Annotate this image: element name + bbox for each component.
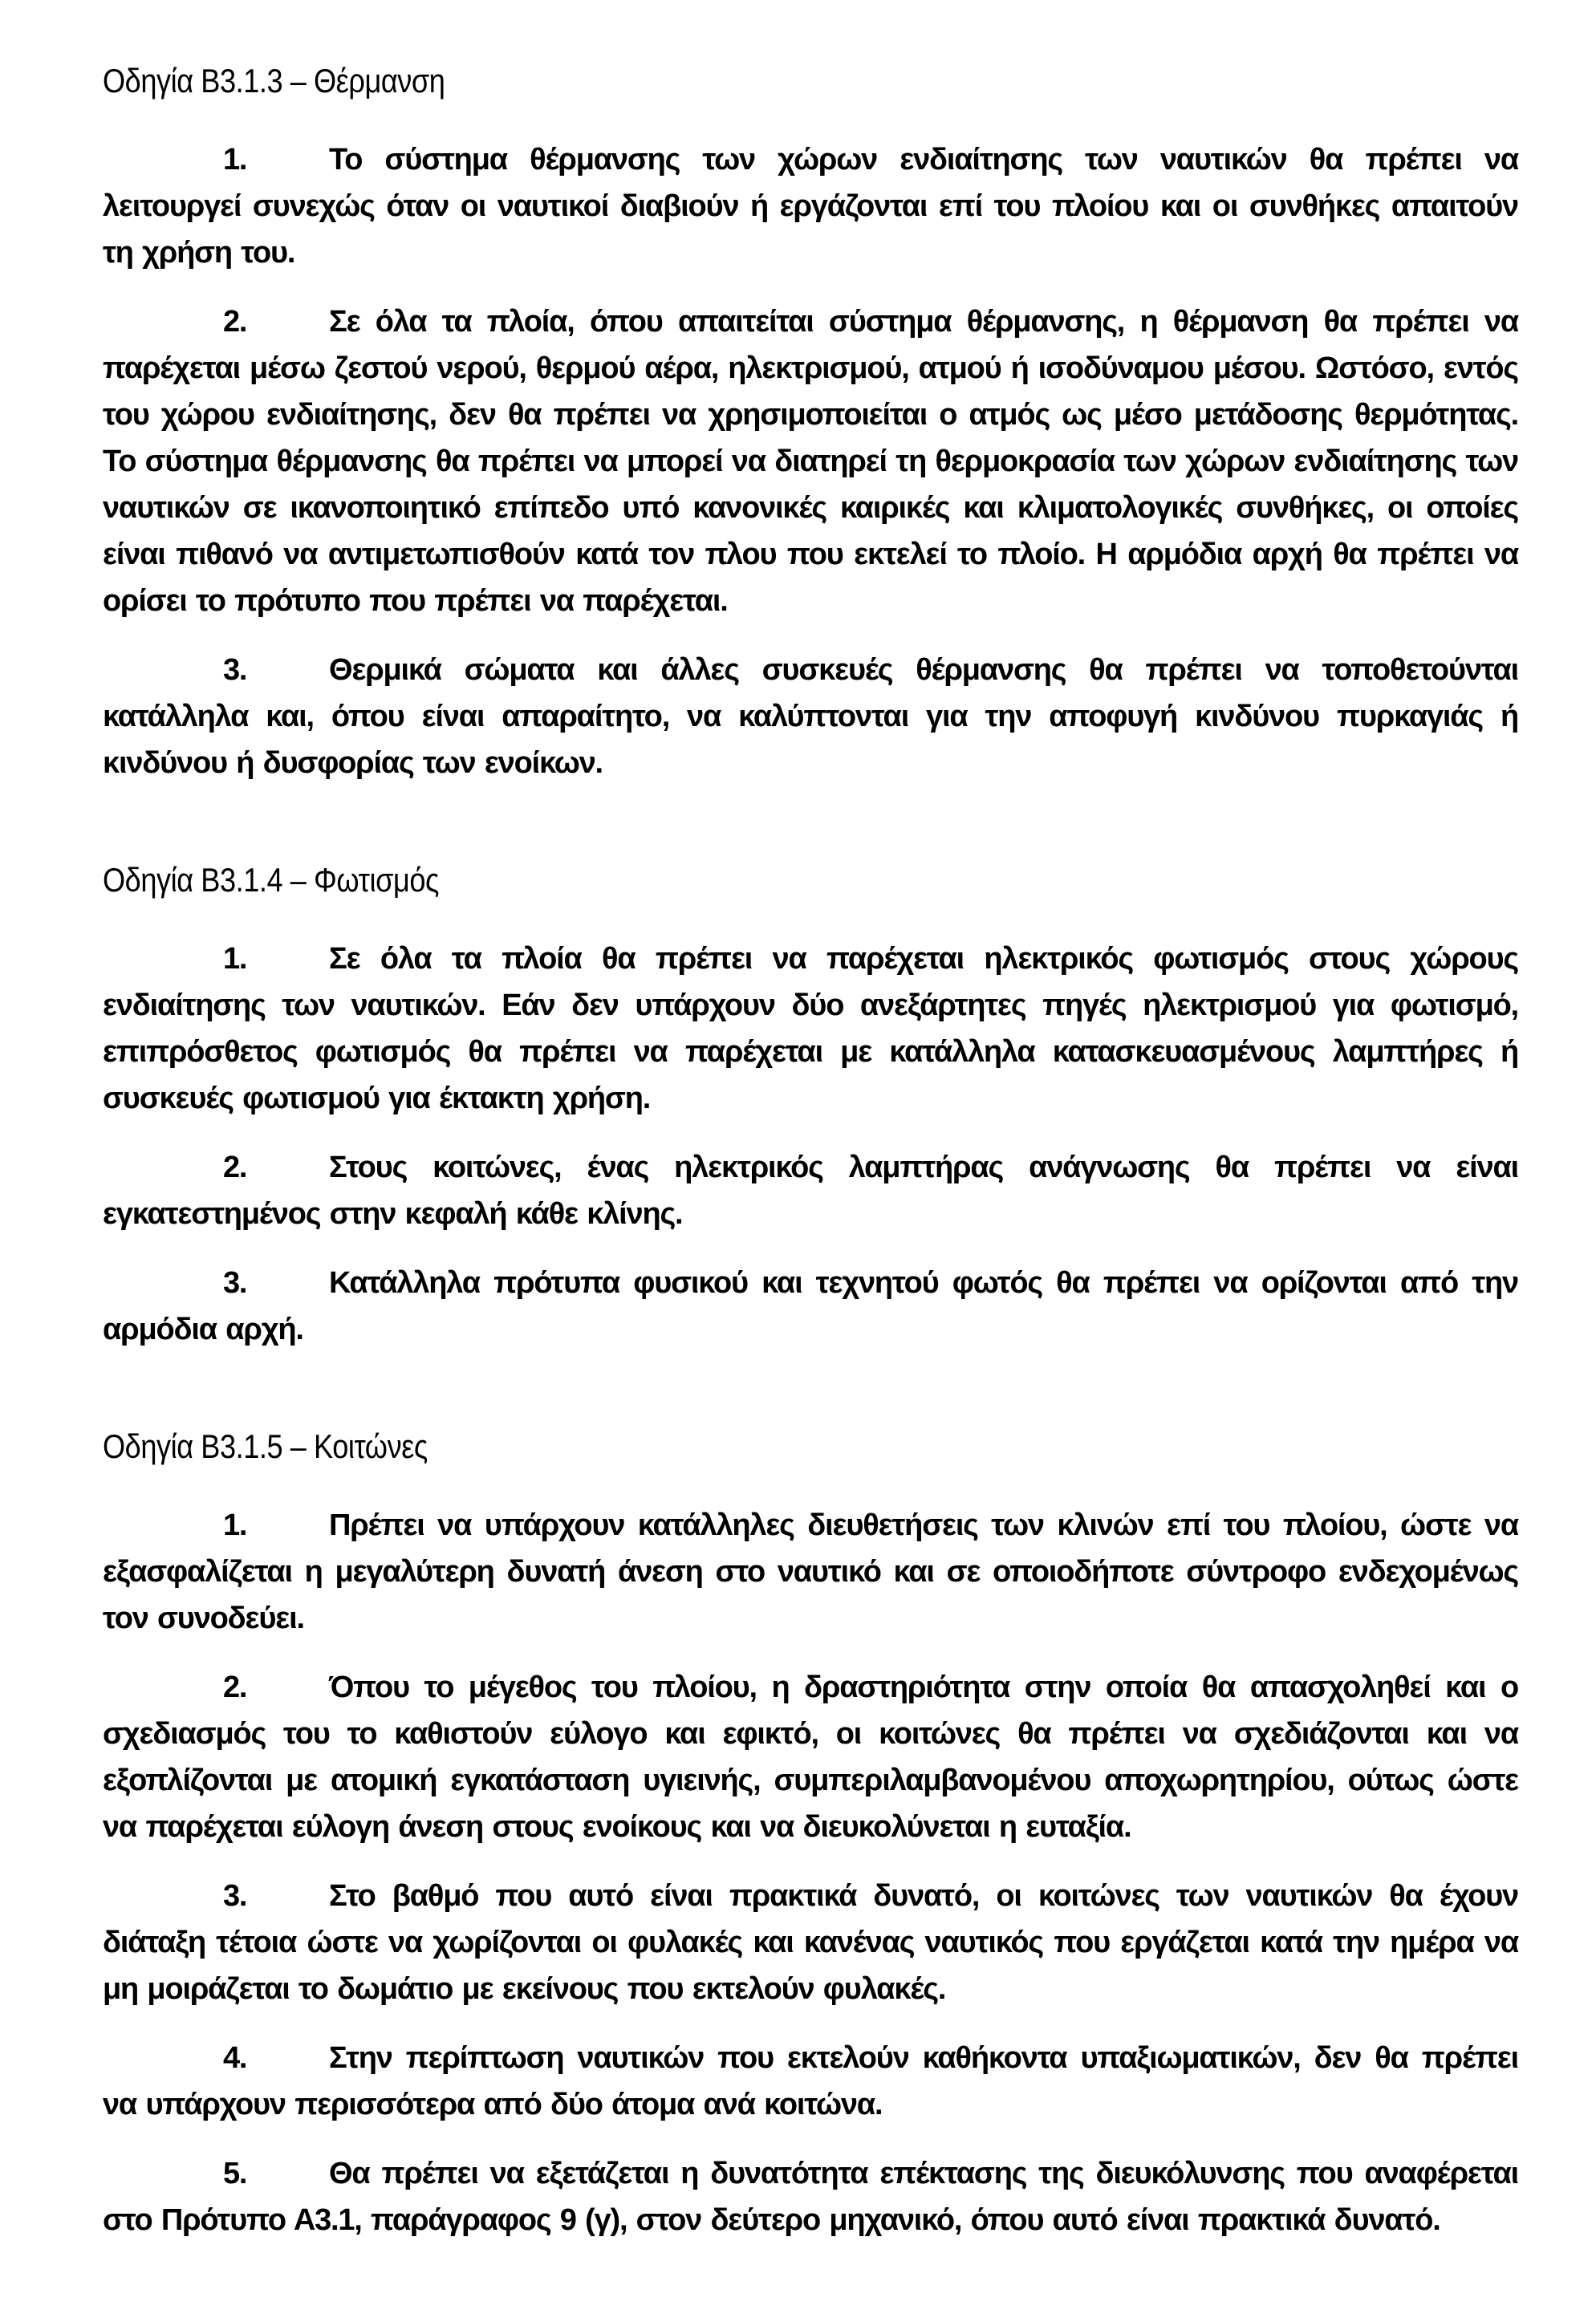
paragraph-number: 1.	[223, 942, 247, 976]
paragraph	[103, 1260, 1518, 1353]
paragraph	[103, 647, 1518, 786]
paragraph-number: 2.	[223, 1671, 247, 1704]
paragraph-text: Σε όλα τα πλοία, όπου απαιτείται σύστημα θέρμανσης, η θέρμανση θα πρέπει να παρέχεται μέσω ζεστού νερού, θερμού αέρα, ηλεκτρισμού, ατμού ή ισοδύναμου μέσου. Ωστόσο, εντός του χώρου ενδιαίτησης, δεν θα πρέπει να χρησιμοποιείται ο ατμός ως μέσο μετάδοσης θερμότητας. Το σύστημα θέρμανσης θα πρέπει να μπορεί να διατηρεί τη θερμοκρασία των χώρων ενδιαίτησης των ναυτικών σε ικανοποιητικό επίπεδο υπό κανονικές καιρικές και κλιματολογικές συνθήκες, οι οποίες είναι πιθανό να αντιμετωπισθούν κατά τον πλου που εκτελεί το πλοίο. Η αρμόδια αρχή θα πρέπει να ορίσει το πρότυπο που πρέπει να παρέχεται.	[103, 305, 1518, 618]
paragraph	[103, 1144, 1518, 1237]
paragraph-number: 3.	[223, 653, 247, 687]
paragraph	[103, 1502, 1518, 1642]
section-heading: Οδηγία Β3.1.5 – Κοιτώνες	[103, 1427, 428, 1465]
paragraph-text: Θερμικά σώματα και άλλες συσκευές θέρμανσης θα πρέπει να τοποθετούνται κατάλληλα και, όπου είναι απαραίτητο, να καλύπτονται για την αποφυγή κινδύνου πυρκαγιάς ή κινδύνου ή δυσφορίας των ενοίκων.	[103, 653, 1518, 780]
paragraph-number: 1.	[223, 143, 247, 177]
paragraph	[103, 1664, 1518, 1850]
paragraph-text: Σε όλα τα πλοία θα πρέπει να παρέχεται ηλεκτρικός φωτισμός στους χώρους ενδιαίτησης των ναυτικών. Εάν δεν υπάρχουν δύο ανεξάρτητες πηγές ηλεκτρισμού για φωτισμό, επιπρόσθετος φωτισμός θα πρέπει να παρέχεται με κατάλληλα κατασκευασμένους λαμπτήρες ή συσκευές φωτισμού για έκτακτη χρήση.	[103, 942, 1518, 1115]
paragraph-number: 3.	[223, 1879, 247, 1913]
document-page	[103, 58, 1518, 2314]
paragraph-number: 1.	[223, 1508, 247, 1542]
paragraph-text: Πρέπει να υπάρχουν κατάλληλες διευθετήσεις των κλινών επί του πλοίου, ώστε να εξασφαλίζεται η μεγαλύτερη δυνατή άνεση στο ναυτικό και σε οποιοδήποτε σύντροφο ενδεχομένως τον συνοδεύει.	[103, 1508, 1518, 1635]
section-sleeping-rooms	[103, 1423, 1518, 2243]
paragraph-text: Στους κοιτώνες, ένας ηλεκτρικός λαμπτήρας ανάγνωσης θα πρέπει να είναι εγκατεστημένος στην κεφαλή κάθε κλίνης.	[103, 1151, 1518, 1231]
paragraph-number: 3.	[223, 1266, 247, 1300]
paragraph-text: Κατάλληλα πρότυπα φυσικού και τεχνητού φωτός θα πρέπει να ορίζονται από την αρμόδια αρχή.	[103, 1266, 1518, 1346]
paragraph	[103, 2035, 1518, 2128]
section-heading: Οδηγία Β3.1.4 – Φωτισμός	[103, 861, 439, 899]
paragraph-number: 4.	[223, 2041, 247, 2075]
paragraph	[103, 936, 1518, 1122]
paragraph-number: 2.	[223, 1151, 247, 1184]
paragraph	[103, 1873, 1518, 2012]
section-lighting	[103, 857, 1518, 1353]
paragraph-text: Θα πρέπει να εξετάζεται η δυνατότητα επέκτασης της διευκόλυνσης που αναφέρεται στο Πρότυπο Α3.1, παράγραφος 9 (γ), στον δεύτερο μηχανικό, όπου αυτό είναι πρακτικά δυνατό.	[103, 2157, 1518, 2237]
paragraph	[103, 298, 1518, 624]
paragraph	[103, 136, 1518, 276]
paragraph-text: Στην περίπτωση ναυτικών που εκτελούν καθήκοντα υπαξιωματικών, δεν θα πρέπει να υπάρχουν περισσότερα από δύο άτομα ανά κοιτώνα.	[103, 2041, 1518, 2121]
paragraph-number: 2.	[223, 305, 247, 339]
paragraph-text: Το σύστημα θέρμανσης των χώρων ενδιαίτησης των ναυτικών θα πρέπει να λειτουργεί συνεχώς όταν οι ναυτικοί διαβιούν ή εργάζονται επί του πλοίου και οι συνθήκες απαιτούν τη χρήση του.	[103, 143, 1518, 270]
paragraph	[103, 2150, 1518, 2243]
section-heating	[103, 58, 1518, 786]
paragraph-number: 5.	[223, 2157, 247, 2190]
paragraph-text: Στο βαθμό που αυτό είναι πρακτικά δυνατό, οι κοιτώνες των ναυτικών θα έχουν διάταξη τέτοια ώστε να χωρίζονται οι φυλακές και κανένας ναυτικός που εργάζεται κατά την ημέρα να μη μοιράζεται το δωμάτιο με εκείνους που εκτελούν φυλακές.	[103, 1879, 1518, 2006]
paragraph-text: Όπου το μέγεθος του πλοίου, η δραστηριότητα στην οποία θα απασχοληθεί και ο σχεδιασμός του το καθιστούν εύλογο και εφικτό, οι κοιτώνες θα πρέπει να σχεδιάζονται και να εξοπλίζονται με ατομική εγκατάσταση υγιεινής, συμπεριλαμβανομένου αποχωρητηρίου, ούτως ώστε να παρέχεται εύλογη άνεση στους ενοίκους και να διευκολύνεται η ευταξία.	[103, 1671, 1518, 1844]
section-heading: Οδηγία Β3.1.3 – Θέρμανση	[103, 62, 445, 99]
